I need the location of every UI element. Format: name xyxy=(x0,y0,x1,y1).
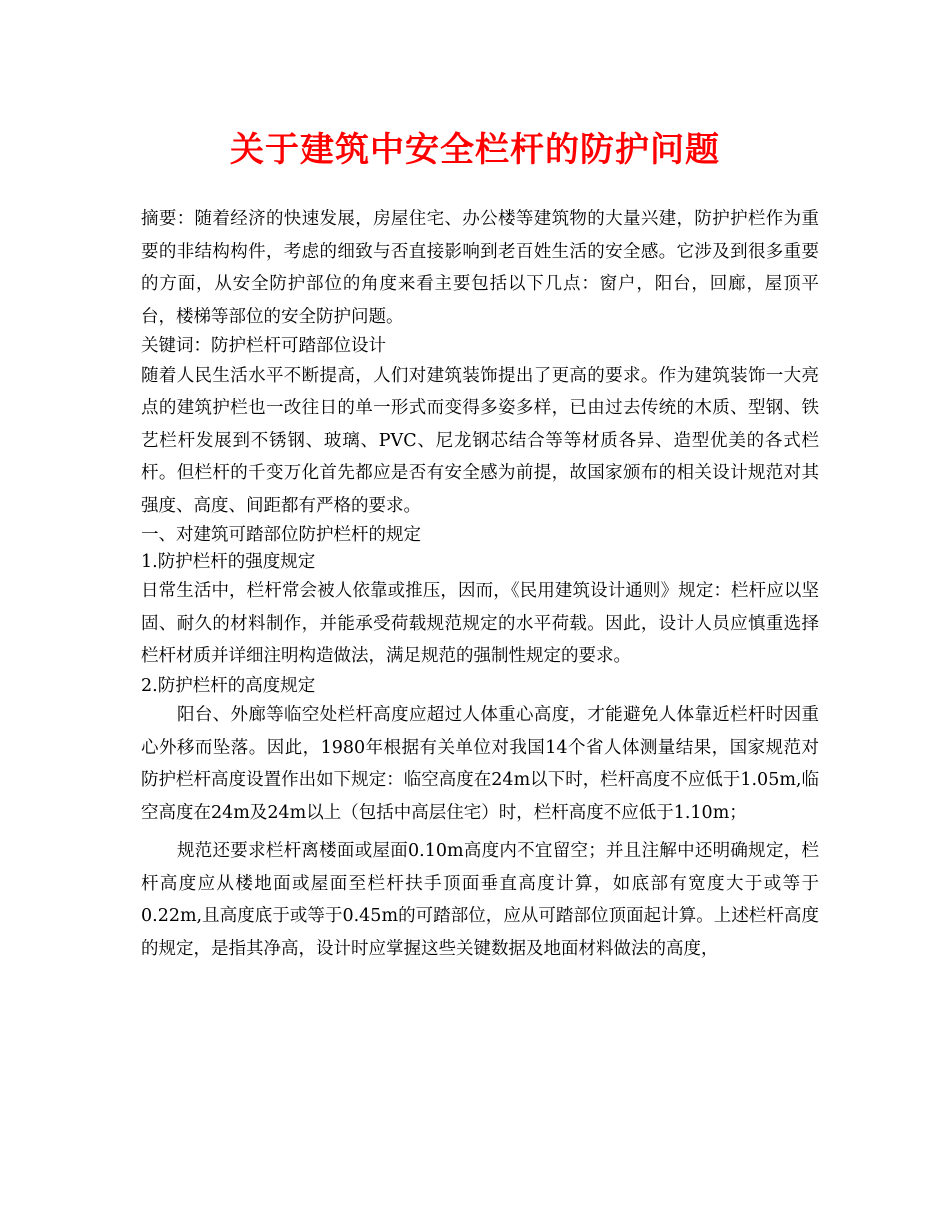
strength-paragraph: 日常生活中，栏杆常会被人依靠或推压，因而，《民用建筑设计通则》规定：栏杆应以坚固、耐久的材料制作，并能承受荷载规范规定的水平荷载。因此，设计人员应慎重选择栏杆材质并详细注明构造做法，满足规范的强制性规定的要求。 xyxy=(141,581,819,666)
keywords-line: 关键词：防护栏杆可踏部位设计 xyxy=(141,336,386,356)
document-body xyxy=(141,203,819,965)
subsection-heading-2: 2.防护栏杆的高度规定 xyxy=(141,675,316,696)
abstract-paragraph: 摘要：随着经济的快速发展，房屋住宅、办公楼等建筑物的大量兴建，防护护栏作为重要的非结构构件，考虑的细致与否直接影响到老百姓生活的安全感。它涉及到很多重要的方面，从安全防护部位的角度来看主要包括以下几点：窗户，阳台，回廊，屋顶平台，楼梯等部位的安全防护问题。 xyxy=(141,209,819,327)
subsection-heading-1: 1.防护栏杆的强度规定 xyxy=(141,551,316,572)
height-paragraph: 阳台、外廊等临空处栏杆高度应超过人体重心高度，才能避免人体靠近栏杆时因重心外移而坠落。因此，1980年根据有关单位对我国14个省人体测量结果，国家规范对防护栏杆高度设置作出如下规定：临空高度在24m以下时，栏杆高度不应低于1.05m,临空高度在24m及24m以上（包括中高层住宅）时，栏杆高度不应低于1.10m； xyxy=(141,705,819,823)
spec-paragraph: 规范还要求栏杆离楼面或屋面0.10m高度内不宜留空；并且注解中还明确规定，栏杆高度应从楼地面或屋面至栏杆扶手顶面垂直高度计算，如底部有宽度大于或等于0.22m,且高度底于或等于0.45m的可踏部位，应从可踏部位顶面起计算。上述栏杆高度的规定，是指其净高，设计时应掌握这些关键数据及地面材料做法的高度， xyxy=(141,841,819,959)
intro-paragraph: 随着人民生活水平不断提高，人们对建筑装饰提出了更高的要求。作为建筑装饰一大亮点的建筑护栏也一改往日的单一形式而变得多姿多样，已由过去传统的木质、型钢、铁艺栏杆发展到不锈钢、玻璃、PVC、尼龙钢芯结合等等材质各异、造型优美的各式栏杆。但栏杆的千变万化首先都应是否有安全感为前提，故国家颁布的相关设计规范对其强度、高度、间距都有严格的要求。 xyxy=(141,365,819,516)
section-heading-1: 一、对建筑可踏部位防护栏杆的规定 xyxy=(141,525,421,545)
document-title: 关于建筑中安全栏杆的防护问题 xyxy=(230,130,720,170)
